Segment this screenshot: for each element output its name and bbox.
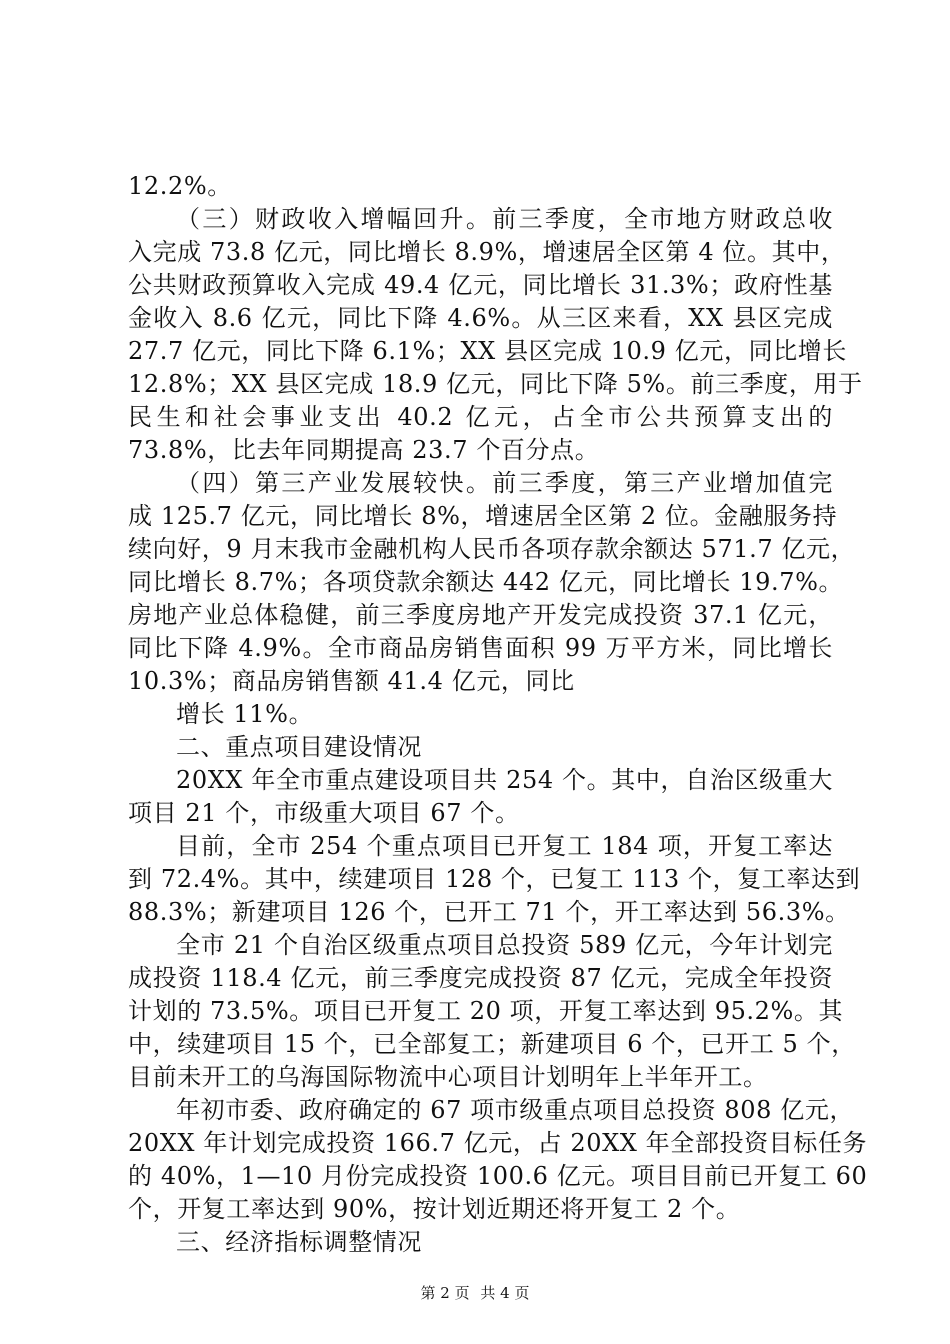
- page-footer: [0, 1282, 950, 1303]
- paragraph-start: （三）财政收入增幅回升。前三季度，全市地方财政总收: [176, 205, 833, 233]
- text-line: 12.8%；XX 县区完成 18.9 亿元，同比下降 5%。前三季度，用于: [128, 370, 863, 398]
- text-line: 73.8%，比去年同期提高 23.7 个百分点。: [128, 436, 600, 464]
- text-line: 同比下降 4.9%。全市商品房销售面积 99 万平方米，同比增长: [128, 634, 833, 662]
- text-line: 到 72.4%。其中，续建项目 128 个，已复工 113 个，复工率达到: [128, 865, 861, 893]
- text-line: 计划的 73.5%。项目已开复工 20 项，开复工率达到 95.2%。其: [128, 997, 844, 1025]
- paragraph-start: 目前，全市 254 个重点项目已开复工 184 项，开复工率达: [176, 832, 833, 860]
- text-line: 目前未开工的乌海国际物流中心项目计划明年上半年开工。: [128, 1063, 768, 1091]
- text-line: 27.7 亿元，同比下降 6.1%；XX 县区完成 10.9 亿元，同比增长: [128, 337, 847, 365]
- text-line: 中，续建项目 15 个，已全部复工；新建项目 6 个，已开工 5 个，: [128, 1030, 856, 1058]
- paragraph-start: 年初市委、政府确定的 67 项市级重点项目总投资 808 亿元，: [176, 1096, 855, 1124]
- text-line: 成投资 118.4 亿元，前三季度完成投资 87 亿元，完成全年投资: [128, 964, 833, 992]
- text-line: 12.2%。: [128, 172, 232, 200]
- page-total: 共 4 页: [480, 1284, 530, 1302]
- section-heading: 三、经济指标调整情况: [176, 1228, 422, 1256]
- text-line: 续向好，9 月末我市金融机构人民币各项存款余额达 571.7 亿元，: [128, 535, 856, 563]
- text-line: 成 125.7 亿元，同比增长 8%，增速居全区第 2 位。金融服务持: [128, 502, 838, 530]
- text-line: 金收入 8.6 亿元，同比下降 4.6%。从三区来看，XX 县区完成: [128, 304, 833, 332]
- text-line: 88.3%；新建项目 126 个，已开工 71 个，开工率达到 56.3%。: [128, 898, 850, 926]
- text-line: 增长 11%。: [176, 700, 314, 728]
- text-line: 同比增长 8.7%；各项贷款余额达 442 亿元，同比增长 19.7%。: [128, 568, 844, 596]
- text-line: 入完成 73.8 亿元，同比增长 8.9%，增速居全区第 4 位。其中，: [128, 238, 846, 266]
- paragraph-start: 20XX 年全市重点建设项目共 254 个。其中，自治区级重大: [176, 766, 833, 794]
- text-line: 项目 21 个，市级重大项目 67 个。: [128, 799, 520, 827]
- page-number: 第 2 页: [420, 1284, 470, 1302]
- paragraph-start: （四）第三产业发展较快。前三季度，第三产业增加值完: [176, 469, 833, 497]
- text-line: 10.3%；商品房销售额 41.4 亿元，同比: [128, 667, 575, 695]
- text-line: 20XX 年计划完成投资 166.7 亿元，占 20XX 年全部投资目标任务: [128, 1129, 868, 1157]
- text-line: 个，开复工率达到 90%，按计划近期还将开复工 2 个。: [128, 1195, 741, 1223]
- text-line: 民生和社会事业支出 40.2 亿元，占全市公共预算支出的: [128, 403, 833, 431]
- text-line: 公共财政预算收入完成 49.4 亿元，同比增长 31.3%；政府性基: [128, 271, 833, 299]
- section-heading: 二、重点项目建设情况: [176, 733, 422, 761]
- text-line: 的 40%，1—10 月份完成投资 100.6 亿元。项目目前已开复工 60: [128, 1162, 868, 1190]
- paragraph-start: 全市 21 个自治区级重点项目总投资 589 亿元，今年计划完: [176, 931, 833, 959]
- text-line: 房地产业总体稳健，前三季度房地产开发完成投资 37.1 亿元，: [128, 601, 833, 629]
